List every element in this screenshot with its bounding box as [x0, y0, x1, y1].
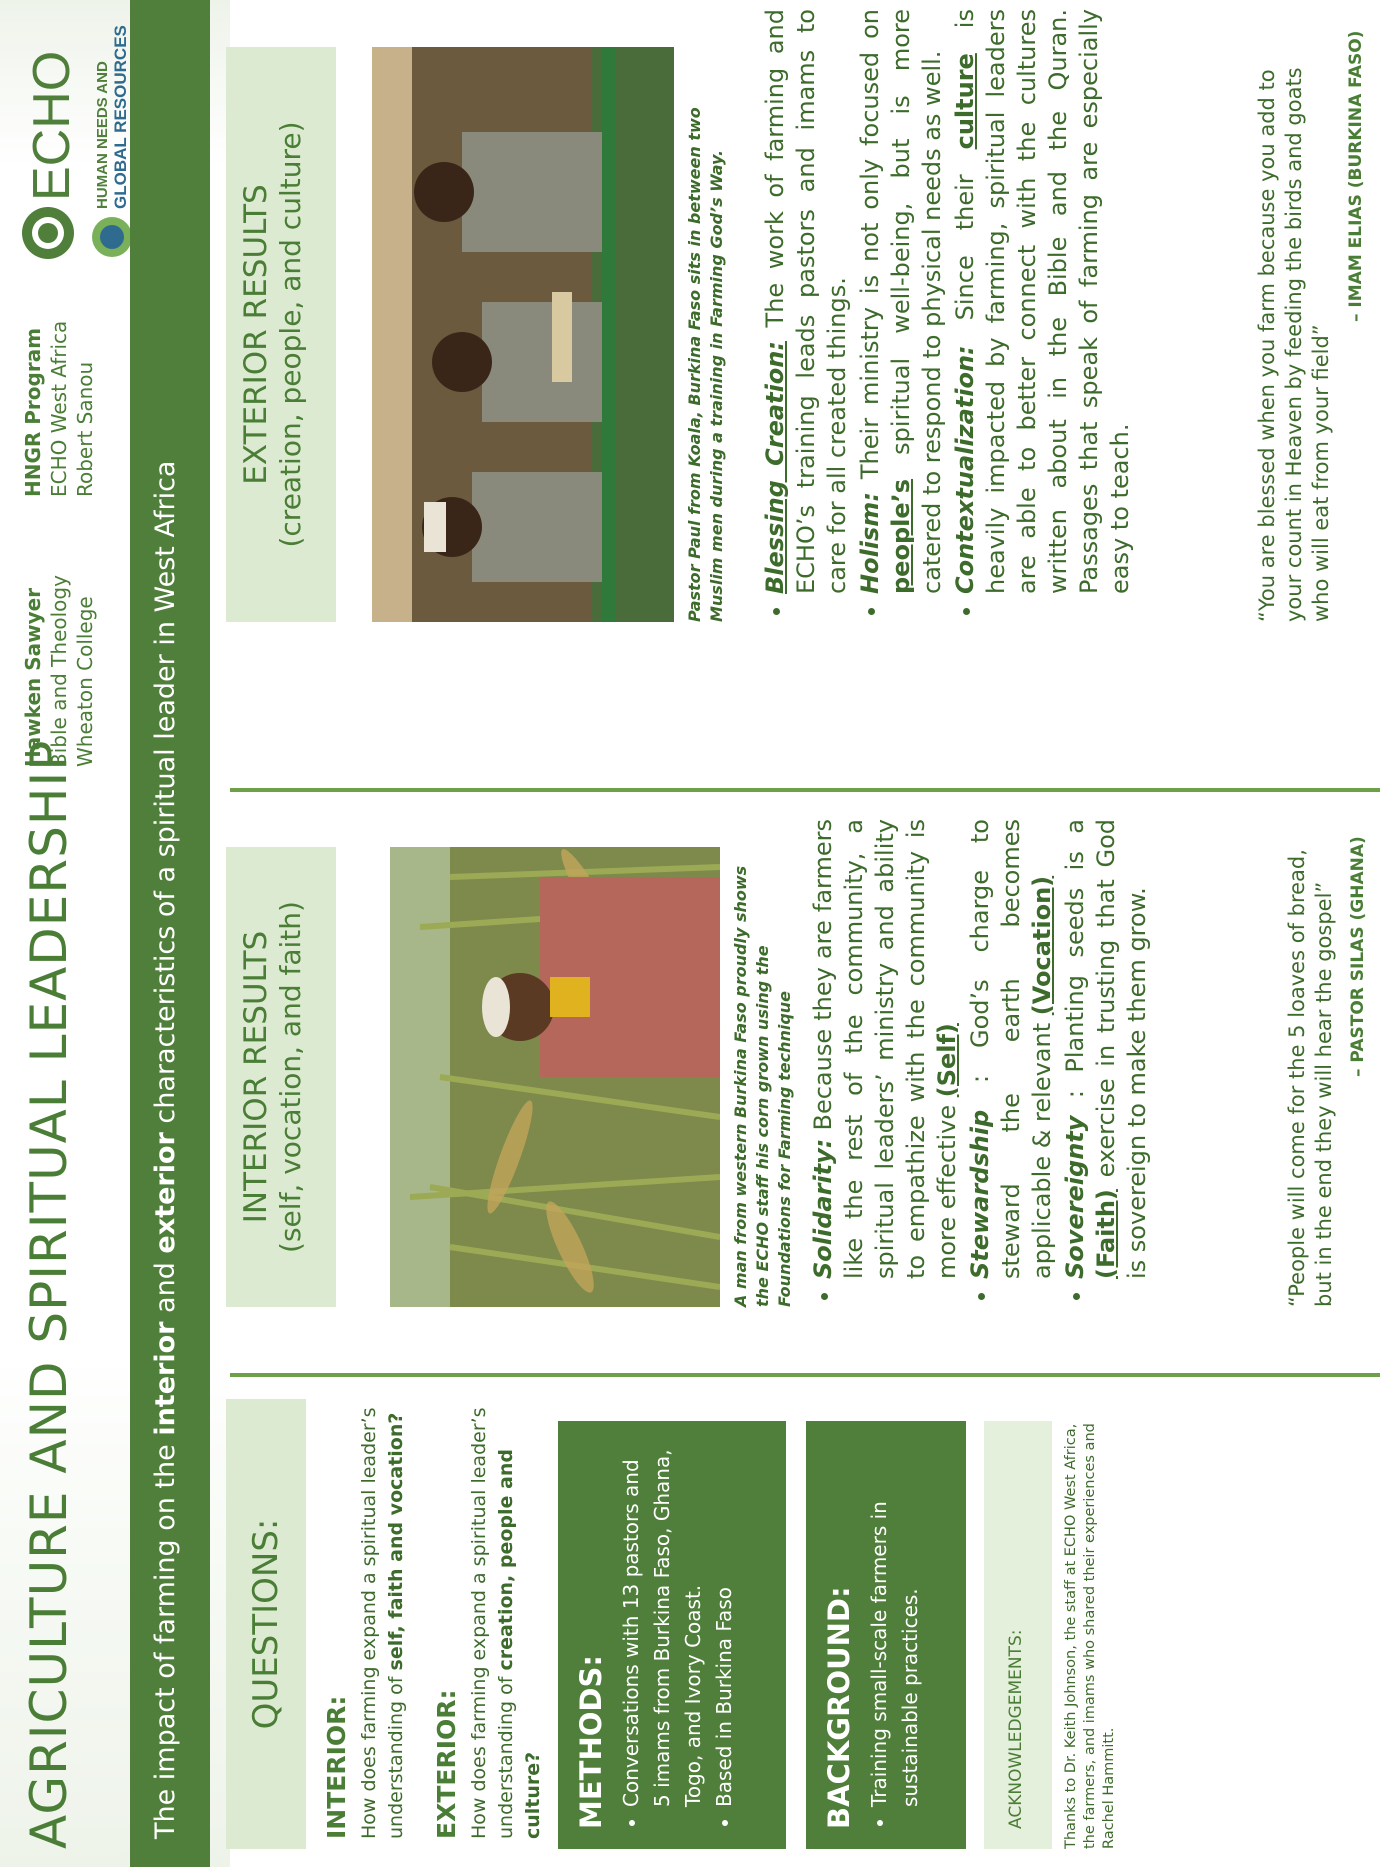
hngr-line-1: HUMAN NEEDS AND: [94, 61, 111, 209]
background-item: • Training small-scale farmers in sustainable practices.: [864, 1441, 926, 1807]
interior-question-text: How does farming expand a spiritual leader’s understanding of: [358, 1407, 407, 1839]
author-dept: Bible and Theology: [47, 575, 71, 767]
contextualization-text-1: Since their: [951, 149, 979, 346]
subtitle: [150, 461, 181, 1839]
methods-list: [616, 1441, 740, 1829]
interior-question-bold: self, faith and vocation?: [385, 1412, 407, 1671]
exterior-results-subheading: (creation, people, and culture): [274, 121, 307, 548]
acknowledgements-heading: ACKNOWLEDGEMENTS:: [1006, 1629, 1026, 1829]
program-name: HNGR Program: [21, 327, 45, 497]
subtitle-prefix: The impact of farming on the: [150, 1435, 181, 1839]
holism-text-1: Their ministry is not only focused on: [856, 9, 884, 493]
training-photo: [372, 47, 674, 622]
methods-item: • Conversations with 13 pastors and 5 imams from Burkina Faso, Ghana, Togo, and Ivory Coast.: [616, 1441, 709, 1807]
hngr-logo: [92, 25, 132, 257]
exterior-question: [466, 1399, 547, 1839]
stewardship-term: Stewardship: [966, 1109, 994, 1279]
subtitle-exterior: exterior: [150, 1132, 181, 1254]
author-name: Hawken Sawyer: [21, 587, 45, 767]
interior-results-subheading: (self, vocation, and faith): [274, 901, 307, 1253]
interior-results-list: [808, 819, 1155, 1307]
exterior-photo-caption: Pastor Paul from Koala, Burkina Faso sits in between two Muslim men during a training in Farming God’s Way.: [685, 107, 726, 622]
interior-quote-attribution: – PASTOR SILAS (GHANA): [1348, 836, 1368, 1077]
corn-farmer-photo: [390, 847, 720, 1307]
exterior-results-heading: EXTERIOR RESULTS: [238, 184, 274, 485]
interior-quote: “People will come for the 5 loaves of bread, but in the end they will hear the gospel”: [1285, 849, 1336, 1307]
logos: [14, 17, 138, 267]
acknowledgements-box: [984, 1421, 1052, 1849]
interior-question: [356, 1399, 410, 1839]
contextualization-term: Contextualization:: [951, 345, 979, 594]
exterior-question-label: EXTERIOR:: [432, 1689, 461, 1839]
program-block: [20, 321, 98, 497]
holism-term: Holism:: [856, 492, 884, 594]
interior-results-heading: INTERIOR RESULTS: [238, 930, 274, 1224]
background-box: [806, 1421, 966, 1849]
exterior-results-list: [760, 9, 1138, 622]
exterior-question-bold: creation, people and culture?: [495, 1449, 544, 1839]
questions-heading: QUESTIONS:: [246, 1518, 286, 1730]
interior-results-heading-box: [226, 847, 336, 1307]
blessing-term: Blessing Creation:: [761, 341, 789, 594]
solidarity-text: Because they are farmers like the rest of the community, a spiritual leaders’ ministry and ability to empathize with the community is more effective: [809, 819, 961, 1279]
echo-logo-text: ECHO: [23, 50, 81, 201]
acknowledgements-text: Thanks to Dr. Keith Johnson, the staff at ECHO West Africa, the farmers, and imams who shared their experiences and Rachel Hammitt.: [1063, 1423, 1117, 1849]
contextualization-emph: culture: [951, 53, 979, 150]
interior-photo-caption: A man from western Burkina Faso proudly shows the ECHO staff his corn grown using the Foundations for Farming technique: [731, 865, 794, 1307]
background-heading: BACKGROUND:: [822, 1586, 856, 1829]
methods-box: [558, 1421, 786, 1849]
hngr-line-2: GLOBAL RESOURCES: [111, 25, 130, 209]
methods-heading: METHODS:: [574, 1655, 608, 1829]
interior-bullet-sovereignty: [1060, 819, 1153, 1279]
interior-question-label: INTERIOR:: [322, 1695, 351, 1839]
interior-bullet-stewardship: [965, 819, 1058, 1279]
poster-title: AGRICULTURE AND SPIRITUAL LEADERSHIP: [20, 739, 78, 1849]
blessing-text: The work of farming and ECHO’s training leads pastors and imams to care for all created things.: [761, 9, 851, 594]
interior-bullet-solidarity: [808, 819, 963, 1279]
exterior-quote-attribution: – IMAM ELIAS (BURKINA FASO): [1346, 30, 1366, 322]
exterior-bullet-blessing: [760, 9, 853, 594]
author-block: [20, 575, 98, 767]
exterior-quote: “You are blessed when you farm because you add to your count in Heaven by feeding the birds and goats who will eat from your field”: [1255, 67, 1333, 622]
program-person: Robert Sanou: [73, 361, 97, 497]
program-org: ECHO West Africa: [47, 320, 71, 497]
exterior-question-text: How does farming expand a spiritual leader’s understanding of: [468, 1407, 517, 1839]
subtitle-interior: interior: [150, 1321, 181, 1436]
holism-text-2: spiritual well-being, but is more catered to respond to physical needs as well.: [887, 9, 946, 594]
methods-item: • Based in Burkina Faso: [709, 1441, 740, 1807]
sovereignty-tag: (Faith): [1092, 1189, 1120, 1279]
subtitle-and: and: [150, 1253, 181, 1322]
exterior-bullet-holism: [855, 9, 948, 594]
holism-emph: people’s: [887, 478, 915, 594]
solidarity-term: Solidarity:: [809, 1138, 837, 1279]
sovereignty-text-1: : Planting seeds is a: [1061, 819, 1089, 1116]
contextualization-text-2: is heavily impacted by farming, spiritual leaders are able to better connect with the cultures written about in the Bible and the Quran. Passages that speak of farming are especially easy to teach.: [951, 9, 1134, 594]
exterior-bullet-contextualization: [950, 9, 1136, 594]
solidarity-tag: (Self): [933, 1023, 961, 1098]
stewardship-tag: (Vocation): [1028, 875, 1056, 1016]
author-school: Wheaton College: [73, 596, 97, 767]
subtitle-suffix: characteristics of a spiritual leader in West Africa: [150, 460, 181, 1133]
sovereignty-term: Sovereignty: [1061, 1115, 1089, 1279]
stewardship-text: : God’s charge to steward the earth becomes applicable & relevant: [966, 819, 1056, 1279]
column-divider-2: [230, 788, 1380, 792]
background-list: [864, 1441, 926, 1829]
exterior-results-heading-box: [226, 47, 336, 622]
questions-heading-box: [226, 1399, 306, 1849]
echo-logo: [22, 51, 81, 259]
sovereignty-text-2: exercise in trusting that God is sovereign to make them grow.: [1092, 819, 1151, 1279]
column-divider-1: [230, 1373, 1380, 1377]
